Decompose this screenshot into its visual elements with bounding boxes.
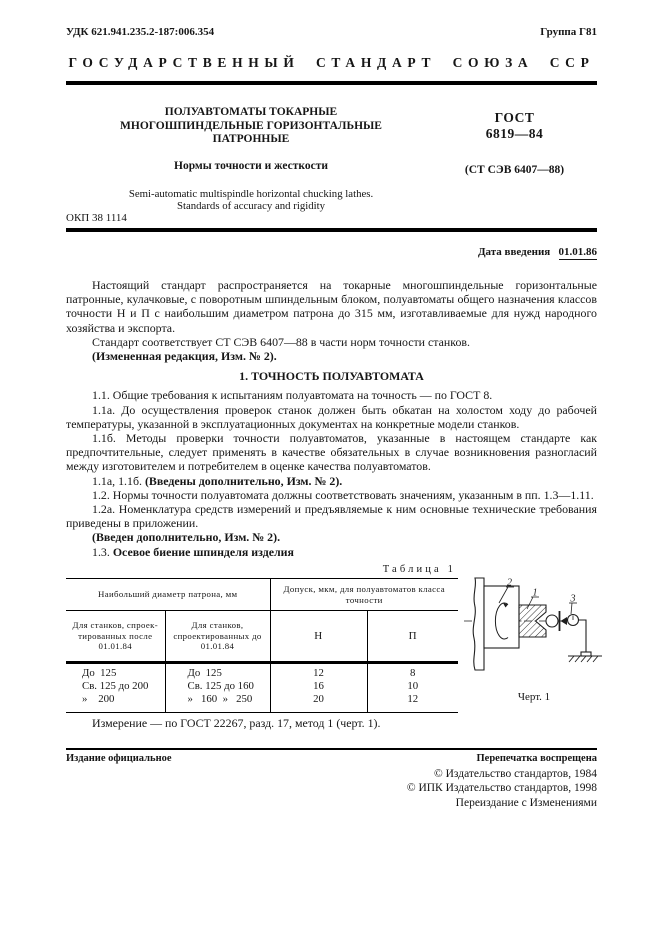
table-subheader-class-n: Н (270, 611, 367, 663)
table-header-tolerance-line-1: Допуск, мкм, для полуавтоматов класса (283, 584, 446, 594)
ground-hatching (569, 656, 598, 662)
state-standard-banner: ГОСУДАРСТВЕННЫЙ СТАНДАРТ СОЮЗА ССР (68, 55, 595, 70)
section-1-heading: 1. ТОЧНОСТЬ ПОЛУАВТОМАТА (239, 369, 424, 384)
paragraph-correspondence: Стандарт соответствует СТ СЭВ 6407—88 в части норм точности станков. (92, 334, 470, 349)
table-subheader-class-p: П (367, 611, 458, 663)
table-col-class-p (367, 663, 458, 713)
okp-code: ОКП 38 1114 (66, 212, 127, 224)
figure-1-caption: Черт. 1 (517, 691, 551, 703)
figure-1 (462, 576, 645, 703)
paragraph-scope: Настоящий стандарт распространяется на токарные многошпиндельные горизонтальные патронные, кулачковые, с поворотным шпиндельным блоком, полуавтоматы общего назначения классов точности Н и П с наибольшим диаметром патрона до 315 мм, изготавливаемые для нужд народного хозяйства и экспорта. (66, 278, 597, 335)
table-col-diameter-before (165, 663, 270, 713)
measurement-scheme-drawing (462, 576, 644, 676)
subheader-after-line-2: тированных после (78, 630, 153, 641)
table-cell: » 160 » 250 (187, 693, 253, 706)
clause-1-3 (66, 545, 597, 559)
table-1-caption: Таблица 1 (382, 564, 456, 575)
title-line-2: МНОГОШПИНДЕЛЬНЫЕ ГОРИЗОНТАЛЬНЫЕ (120, 119, 382, 132)
table-col-class-n (270, 663, 367, 713)
official-edition-note: Издание официальное (66, 753, 172, 764)
subheader-before-line-2: спроектированных до (173, 630, 262, 641)
title-block (86, 106, 416, 213)
clause-1-1b: 1.1б. Методы проверки точности полуавтоматов, указанные в настоящем стандарте как предпочтительные, следует применять в качестве обязательных в случае возникновения разногласий между изготовителем и потребителем в оценке качества полуавтоматов. (66, 431, 597, 474)
paragraph-amendment-note: (Измененная редакция, Изм. № 2). (92, 349, 277, 364)
footer-right-block (66, 752, 597, 810)
standard-number-block (432, 110, 597, 176)
table-1 (66, 578, 458, 713)
figure-label-1: 1 (532, 587, 538, 599)
test-ball (546, 615, 558, 627)
date-label: Дата введения (477, 246, 551, 258)
copyright-line-1998: © ИПК Издательство стандартов, 1998 (406, 782, 597, 795)
subtitle: Нормы точности и жесткости (174, 159, 328, 172)
indicator-stand (579, 620, 587, 652)
table-cell: 8 (410, 667, 416, 679)
figure-label-2: 2 (507, 577, 512, 589)
subheader-before-line-3: 01.01.84 (200, 641, 235, 652)
clause-1-3-title: Осевое биение шпинделя изделия (112, 544, 294, 559)
copyright-line-1984: © Издательство стандартов, 1984 (433, 767, 597, 780)
table-header-diameter: Наибольший диаметр патрона, мм (66, 579, 270, 611)
reprint-prohibited-note: Перепечатка воспрещена (476, 753, 597, 764)
indicator-tip (561, 617, 568, 625)
gost-number: 6819—84 (485, 126, 544, 141)
body-text (66, 278, 597, 559)
clause-1-1ab-prefix: 1.1а, 1.1б. (92, 473, 145, 488)
table-cell: До 125 (82, 667, 117, 679)
clause-1-1: 1.1. Общие требования к испытаниям полуавтомата на точность — по ГОСТ 8. (92, 388, 493, 403)
table-subheader-before (165, 611, 270, 663)
table-cell: До 125 (187, 667, 222, 679)
reissue-note: Переиздание с Изменениями (455, 796, 597, 809)
group-code: Группа Г81 (540, 26, 597, 38)
udk-code: УДК 621.941.235.2-187:006.354 (66, 26, 215, 38)
clause-1-2a: 1.2а. Номенклатура средств измерений и предъявляемые к ним основные технические требования приведены в приложении. (66, 502, 597, 531)
clause-1-2a-note: (Введен дополнительно, Изм. № 2). (92, 530, 281, 545)
date-value: 01.01.86 (558, 246, 597, 258)
table-cell: 12 (407, 693, 419, 706)
title-english-line-2: Standards of accuracy and rigidity (176, 200, 326, 212)
title-english-line-1: Semi-automatic multispindle horizontal chucking lathes. (128, 187, 374, 200)
table-cell: 20 (313, 693, 324, 706)
table-cell: 10 (407, 680, 419, 693)
subheader-after-line-3: 01.01.84 (98, 641, 133, 652)
title-line-3: ПАТРОННЫЕ (212, 133, 290, 145)
table-col-diameter-after (66, 663, 165, 713)
clause-1-1ab-note (66, 474, 597, 488)
clause-1-1a: 1.1а. До осуществления проверок станок должен быть обкатан на холостом ходу до рабочей температуры, указанной в эксплуатационных документах на конкретные модели станков. (66, 402, 597, 431)
table-1-block (66, 564, 458, 713)
title-line-1: ПОЛУАВТОМАТЫ ТОКАРНЫЕ (164, 106, 338, 118)
gost-label: ГОСТ (494, 110, 535, 125)
subheader-after-line-1: Для станков, спроек- (72, 620, 159, 631)
st-sev-reference: (СТ СЭВ 6407—88) (464, 164, 565, 176)
table-header-tolerance (270, 579, 458, 611)
spindle-housing (473, 578, 484, 670)
subheader-before-line-1: Для станков, (191, 620, 244, 631)
table-header-tolerance-line-2: точности (345, 594, 383, 605)
introduction-date (66, 246, 597, 258)
clause-1-1ab-bold: (Введены дополнительно, Изм. № 2). (144, 473, 343, 488)
spindle-head (484, 586, 519, 648)
title-english (86, 188, 416, 213)
title-bottom-rule (66, 228, 597, 232)
top-classification-row (66, 26, 597, 38)
table-cell: 12 (313, 667, 324, 679)
figure-label-3: 3 (570, 593, 576, 605)
clause-1-3-number: 1.3. (92, 544, 113, 559)
label-3-leader (571, 603, 572, 614)
table-subheader-after (66, 611, 165, 663)
measurement-method-note: Измерение — по ГОСТ 22267, разд. 17, метод 1 (черт. 1). (92, 716, 381, 730)
table-cell: Св. 125 до 200 (82, 680, 149, 693)
table-cell: 16 (313, 680, 324, 693)
clause-1-2: 1.2. Нормы точности полуавтомата должны соответствовать значениям, указанным в пп. 1.3—1.11. (92, 487, 594, 502)
top-rule (66, 81, 597, 85)
stand-base (581, 652, 591, 656)
table-cell: Св. 125 до 160 (187, 680, 254, 693)
footer-rule (66, 748, 597, 750)
table-cell: » 200 (82, 693, 115, 706)
